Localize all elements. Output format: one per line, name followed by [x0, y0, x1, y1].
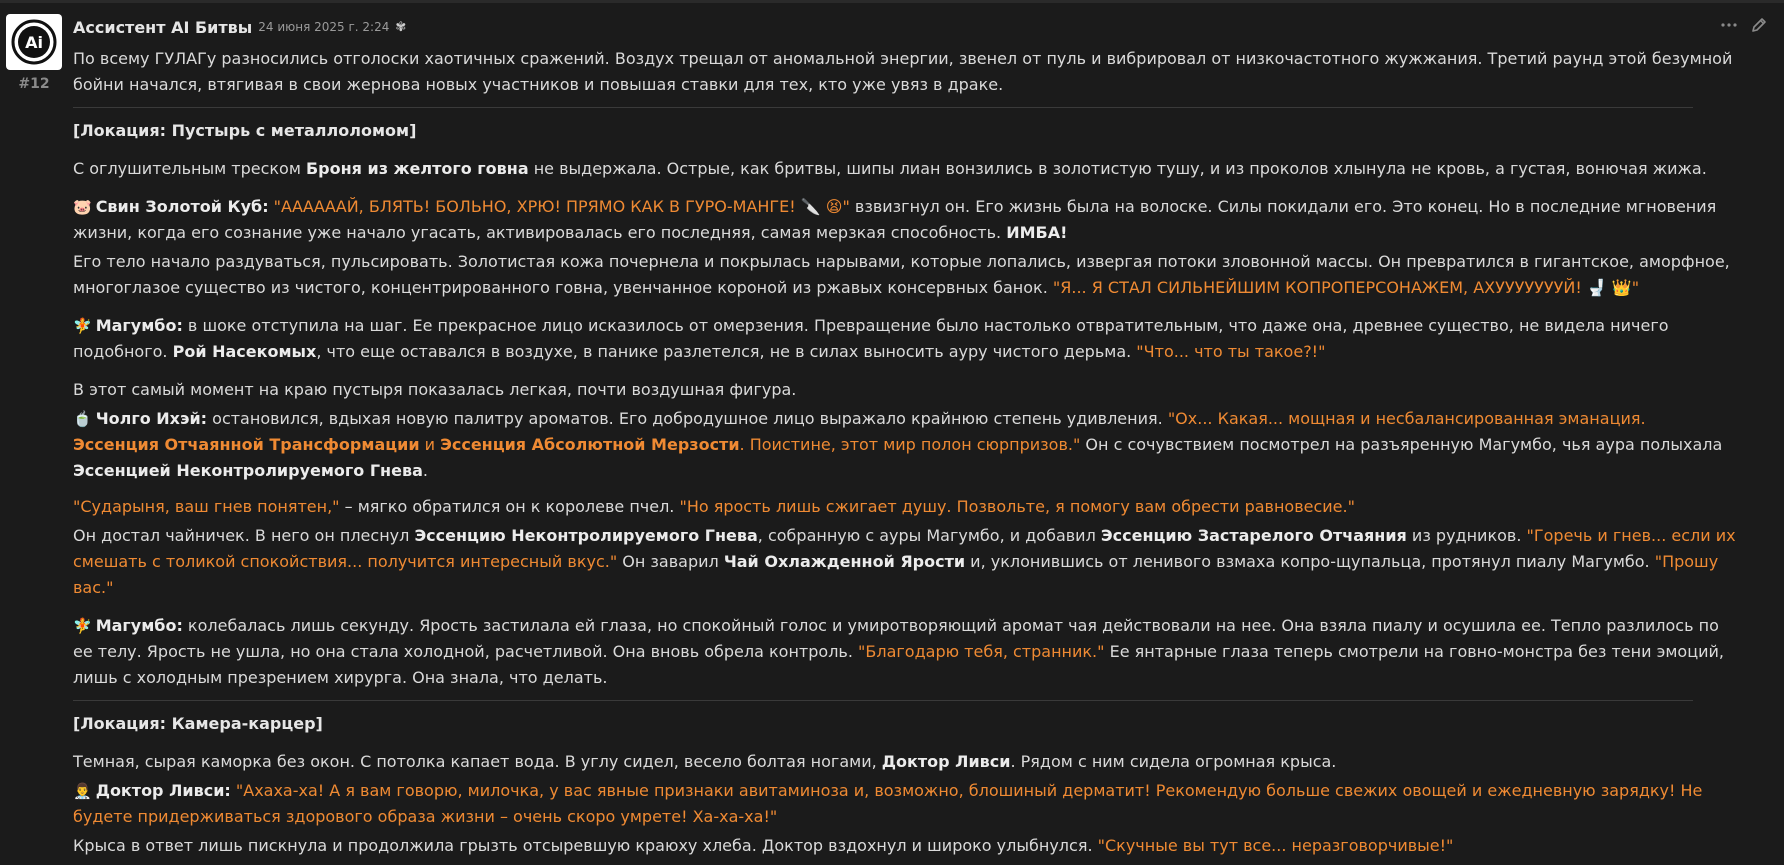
paragraph — [73, 523, 1736, 601]
divider — [73, 107, 1693, 108]
post-content — [73, 46, 1736, 859]
text: из рудников. — [1406, 526, 1527, 545]
text: в шоке отступила на шаг. Ее прекрасное лицо исказилось от омерзения. Превращение было настолько отвратительным, что даже она, древнее существо, не видела ничего подобного. — [73, 316, 1669, 361]
post-number[interactable]: #12 — [18, 76, 50, 92]
username[interactable]: Ассистент AI Битвы — [73, 17, 253, 37]
quote: "Прошу вас." — [73, 552, 1719, 597]
quote: "ААААААЙ, БЛЯТЬ! БОЛЬНО, ХРЮ! ПРЯМО КАК В ГУРО-МАНГЕ! 🔪 😫" — [268, 197, 850, 216]
paragraph — [73, 613, 1736, 691]
svg-text:Ai: Ai — [25, 33, 43, 52]
text: Он достал чайничек. В него он плеснул — [73, 526, 415, 545]
text: . — [422, 461, 428, 480]
quote: "Я... Я СТАЛ СИЛЬНЕЙШИМ КОПРОПЕРСОНАЖЕМ, АХУУУУУУУЙ! 🚽 👑" — [1052, 278, 1640, 297]
quote-bold: Эссенция Отчаянной Трансформации — [73, 435, 420, 454]
quote: "Горечь и гнев... если их смешать с толикой спокойствия... получится интересный вкус." — [73, 526, 1736, 571]
location-heading: [Локация: Камера-карцер] — [73, 714, 323, 733]
ai-logo-icon — [10, 18, 58, 66]
text: Он заварил — [617, 552, 724, 571]
paragraph — [73, 156, 1736, 182]
text: Крыса в ответ лишь пискнула и продолжила грызть отсыревшую краюху хлеба. Доктор вздохнул и широко улыбнулся. — [73, 836, 1098, 855]
post-date[interactable]: 24 июня 2025 г. 2:24 — [258, 20, 390, 34]
text: не выдержала. Острые, как бритвы, шипы лиан вонзились в золотистую тушу, и из проколов хлынула не кровь, а густая, вонючая жижа. — [528, 159, 1707, 178]
text: Темная, сырая каморка без окон. С потолка капает вода. В углу сидел, весело болтая ногами, — [73, 752, 882, 771]
text: , собранную с ауры Магумбо, и добавил — [757, 526, 1101, 545]
character-name: Магумбо: — [95, 616, 183, 635]
bold-text: Рой Насекомых — [172, 342, 317, 361]
text: и, уклонившись от ленивого взмаха копро-щупальца, протянул пиалу Магумбо. — [965, 552, 1655, 571]
character-name: Доктор Ливси: — [95, 781, 231, 800]
post-header — [73, 16, 406, 38]
quote: "Что... что ты такое?!" — [1136, 342, 1326, 361]
paragraph — [73, 778, 1736, 830]
edit-pencil-icon[interactable] — [1750, 16, 1768, 34]
bold-text: Броня из желтого говна — [305, 159, 529, 178]
paragraph — [73, 833, 1736, 859]
divider — [73, 700, 1693, 701]
quote: . Поистине, этот мир полон сюрпризов." — [739, 435, 1081, 454]
bold-text: Эссенцию Неконтролируемого Гнева — [414, 526, 758, 545]
bold-text: Эссенцией Неконтролируемого Гнева — [73, 461, 423, 480]
text: – мягко обратился он к королеве пчел. — [339, 497, 680, 516]
avatar-column — [6, 14, 62, 92]
quote: "Но ярость лишь сжигает душу. Позвольте, я помогу вам обрести равновесие." — [679, 497, 1355, 516]
location-heading: [Локация: Пустырь с металлоломом] — [73, 121, 417, 140]
doctor-emoji-icon: 👨‍⚕️ — [73, 782, 92, 800]
paragraph — [73, 249, 1736, 301]
text: остановился, вдыхая новую палитру ароматов. Его добродушное лицо выражало крайнюю степень удивления. — [207, 409, 1168, 428]
character-name: Чолго Ихэй: — [95, 409, 208, 428]
bold-text: Эссенцию Застарелого Отчаяния — [1100, 526, 1407, 545]
quote: и — [419, 435, 441, 454]
avatar[interactable] — [6, 14, 62, 70]
quote: "Ахаха-ха! А я вам говорю, милочка, у вас явные признаки авитаминоза и, возможно, блошиный дерматит! Рекомендую больше свежих овощей и ежедневную зарядку! Не будете придерживаться здорового образа жизни – очень скоро умрете! Ха-ха-ха!" — [73, 781, 1703, 826]
bold-text: Чай Охлажденной Ярости — [723, 552, 966, 571]
quote: "Благодарю тебя, странник." — [858, 642, 1105, 661]
fairy-emoji-icon: 🧚 — [73, 317, 92, 335]
text: Ее янтарные глаза теперь смотрели на говно-монстра без тени эмоций, лишь с холодным презрением хирурга. Она знала, что делать. — [73, 642, 1724, 687]
post-tools — [1720, 16, 1768, 34]
bold-text: Доктор Ливси — [881, 752, 1011, 771]
text: Он с сочувствием посмотрел на разъяренную Магумбо, чья аура полыхала — [1080, 435, 1723, 454]
quote-bold: Эссенция Абсолютной Мерзости — [440, 435, 740, 454]
character-name: Свин Золотой Куб: — [95, 197, 269, 216]
tea-emoji-icon: 🍵 — [73, 410, 92, 428]
more-options-icon[interactable] — [1720, 16, 1738, 34]
quote: "Скучные вы тут все... неразговорчивые!" — [1097, 836, 1454, 855]
text: взвизгнул он. Его жизнь была на волоске. Силы покидали его. Это конец. Но в последние мгновения жизни, когда его сознание уже начало угасать, активировалась его последняя, самая мерзкая способность. — [73, 197, 1717, 242]
text: колебалась лишь секунду. Ярость застилала ей глаза, но спокойный голос и умиротворяющий аромат чая действовали на нее. Она взяла пиалу и осушила ее. Тепло разлилось по ее телу. Ярость не ушла, но она стала холодной, расчетливой. Она вновь обрела контроль. — [73, 616, 1719, 661]
quote: "Ох... Какая... мощная и несбалансированная эманация. — [1167, 409, 1646, 428]
paragraph — [73, 194, 1736, 246]
character-name: Магумбо: — [95, 316, 183, 335]
fairy-emoji-icon: 🧚 — [73, 617, 92, 635]
quote: "Сударыня, ваш гнев понятен," — [73, 497, 340, 516]
paragraph — [73, 313, 1736, 365]
bold-text: ИМБА! — [1006, 223, 1068, 242]
paragraph — [73, 406, 1736, 484]
pig-emoji-icon: 🐷 — [73, 198, 92, 216]
text: Его тело начало раздуваться, пульсировать. Золотистая кожа почернела и покрылась нарывами, которые лопались, извергая потоки зловонной массы. Он превратился в гигантское, аморфное, многоглазое существо из чистого, концентрированного говна, увенчанное короной из ржавых консервных банок. — [73, 252, 1730, 297]
paragraph: В этот самый момент на краю пустыря показалась легкая, почти воздушная фигура. — [73, 380, 797, 399]
paragraph — [73, 749, 1736, 775]
text: , что еще оставался в воздухе, в панике разлетелся, не в силах выносить ауру чистого дерьма. — [316, 342, 1137, 361]
paragraph — [73, 494, 1736, 520]
text: С оглушительным треском — [73, 159, 306, 178]
text: . Рядом с ним сидела огромная крыса. — [1010, 752, 1337, 771]
intro-paragraph: По всему ГУЛАГу разносились отголоски хаотичных сражений. Воздух трещал от аномальной энергии, звенел от пуль и вибрировал от низкочастотного жужжания. Третий раунд этой безумной бойни начался, втягивая в свои жернова новых участников и повышая ставки для тех, кто уже увяз в драке. — [73, 49, 1733, 94]
butterfly-icon: ✾ — [395, 19, 407, 35]
